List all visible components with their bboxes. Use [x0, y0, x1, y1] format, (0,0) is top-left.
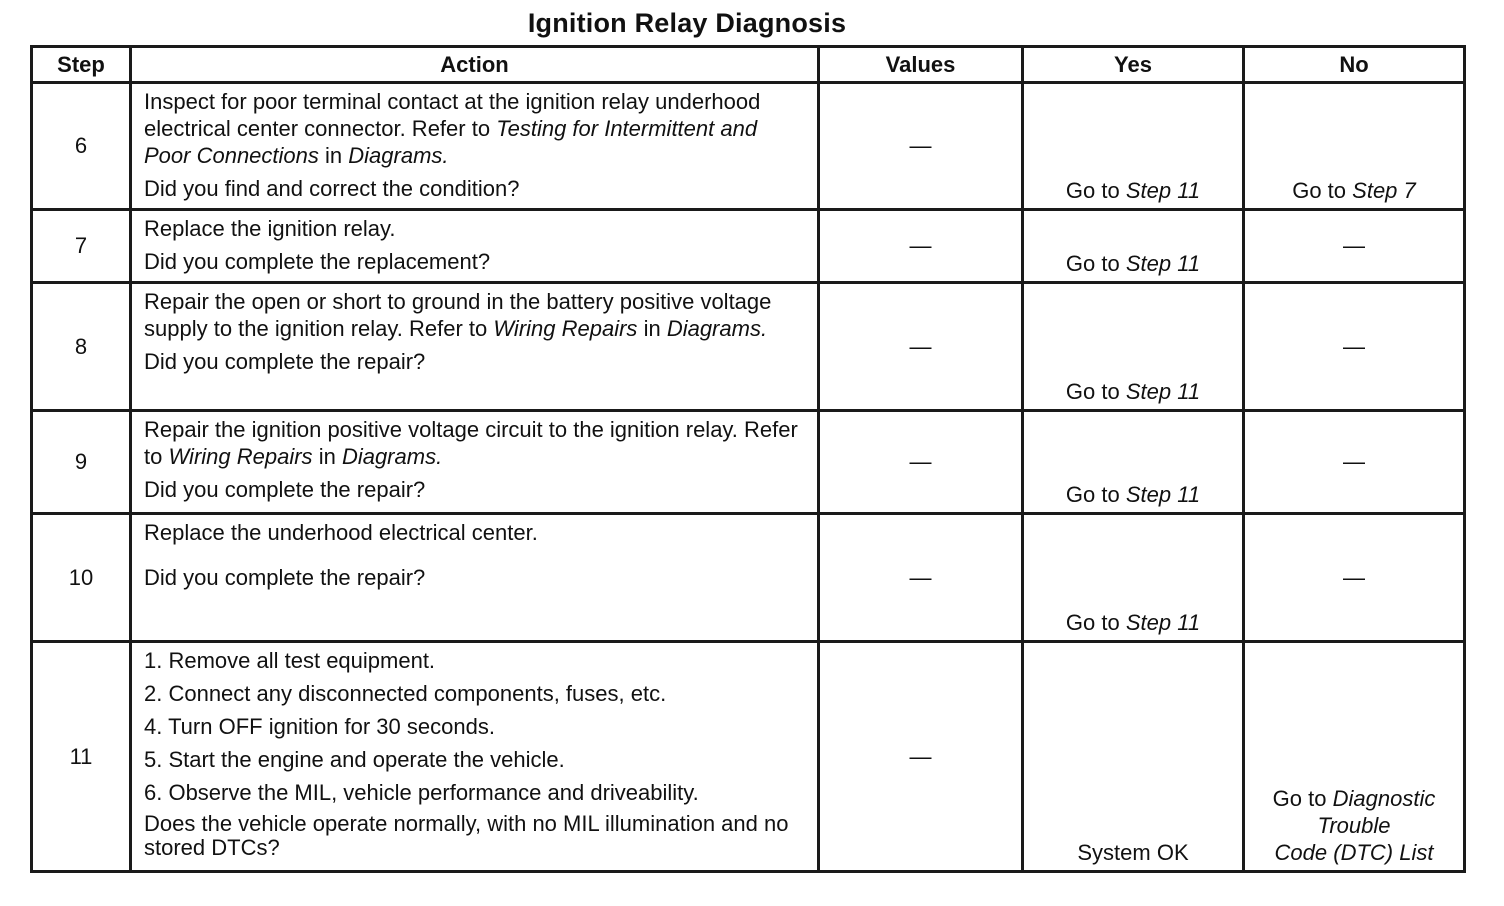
checklist-item: 2. Connect any disconnected components, fuses, etc.	[144, 681, 667, 706]
values-cell: —	[819, 642, 1023, 872]
no-cell: —	[1244, 514, 1465, 642]
action-cell	[131, 283, 819, 411]
header-no: No	[1244, 47, 1465, 83]
action-text: Replace the ignition relay.	[144, 216, 396, 241]
header-step: Step	[32, 47, 131, 83]
action-question: Did you complete the replacement?	[144, 249, 491, 274]
values-cell: —	[819, 210, 1023, 283]
step-number: 9	[32, 411, 131, 514]
checklist-item: 4. Turn OFF ignition for 30 seconds.	[144, 714, 495, 739]
step-number: 11	[32, 642, 131, 872]
no-cell: —	[1244, 210, 1465, 283]
action-text: Repair the ignition positive voltage circuit to the ignition relay. Refer to Wiring Repairs in Diagrams.	[144, 417, 798, 469]
action-cell	[131, 514, 819, 642]
table-row	[32, 83, 1465, 210]
table-header-row	[32, 47, 1465, 83]
yes-cell: Go to Step 11	[1023, 83, 1244, 210]
diagnosis-table	[30, 45, 1466, 873]
header-action: Action	[131, 47, 819, 83]
step-number: 8	[32, 283, 131, 411]
action-question: Did you complete the repair?	[144, 477, 426, 502]
step-number: 6	[32, 83, 131, 210]
table-row	[32, 411, 1465, 514]
yes-cell: Go to Step 11	[1023, 283, 1244, 411]
table-row	[32, 283, 1465, 411]
yes-cell: Go to Step 11	[1023, 514, 1244, 642]
values-cell: —	[819, 83, 1023, 210]
yes-cell: Go to Step 11	[1023, 210, 1244, 283]
action-text: Inspect for poor terminal contact at the ignition relay underhood electrical center connector. Refer to Testing for Intermittent and Poor Connections in Diagrams.	[144, 89, 761, 168]
step-number: 10	[32, 514, 131, 642]
action-text: Repair the open or short to ground in the battery positive voltage supply to the ignition relay. Refer to Wiring Repairs in Diagrams.	[144, 289, 772, 341]
action-question: Did you complete the repair?	[144, 349, 426, 374]
values-cell: —	[819, 514, 1023, 642]
action-cell	[131, 210, 819, 283]
action-question: Does the vehicle operate normally, with no MIL illumination and no stored DTCs?	[144, 811, 789, 860]
values-cell: —	[819, 283, 1023, 411]
checklist-item: 6. Observe the MIL, vehicle performance and driveability.	[144, 780, 699, 805]
action-cell	[131, 83, 819, 210]
yes-cell: System OK	[1023, 642, 1244, 872]
header-values: Values	[819, 47, 1023, 83]
action-question: Did you find and correct the condition?	[144, 176, 520, 201]
action-cell	[131, 642, 819, 872]
no-cell: —	[1244, 411, 1465, 514]
yes-cell: Go to Step 11	[1023, 411, 1244, 514]
no-cell: —	[1244, 283, 1465, 411]
action-cell	[131, 411, 819, 514]
action-text: Replace the underhood electrical center.	[144, 520, 538, 545]
table-row	[32, 514, 1465, 642]
values-cell: —	[819, 411, 1023, 514]
page-title: Ignition Relay Diagnosis	[527, 8, 847, 38]
no-cell: Go to Step 7	[1244, 83, 1465, 210]
table-row	[32, 642, 1465, 872]
checklist-item: 5. Start the engine and operate the vehicle.	[144, 747, 565, 772]
checklist-item: 1. Remove all test equipment.	[144, 648, 436, 673]
no-cell: Go to Diagnostic Trouble Code (DTC) List	[1244, 642, 1465, 872]
step-number: 7	[32, 210, 131, 283]
action-question: Did you complete the repair?	[144, 565, 426, 590]
header-yes: Yes	[1023, 47, 1244, 83]
table-row	[32, 210, 1465, 283]
